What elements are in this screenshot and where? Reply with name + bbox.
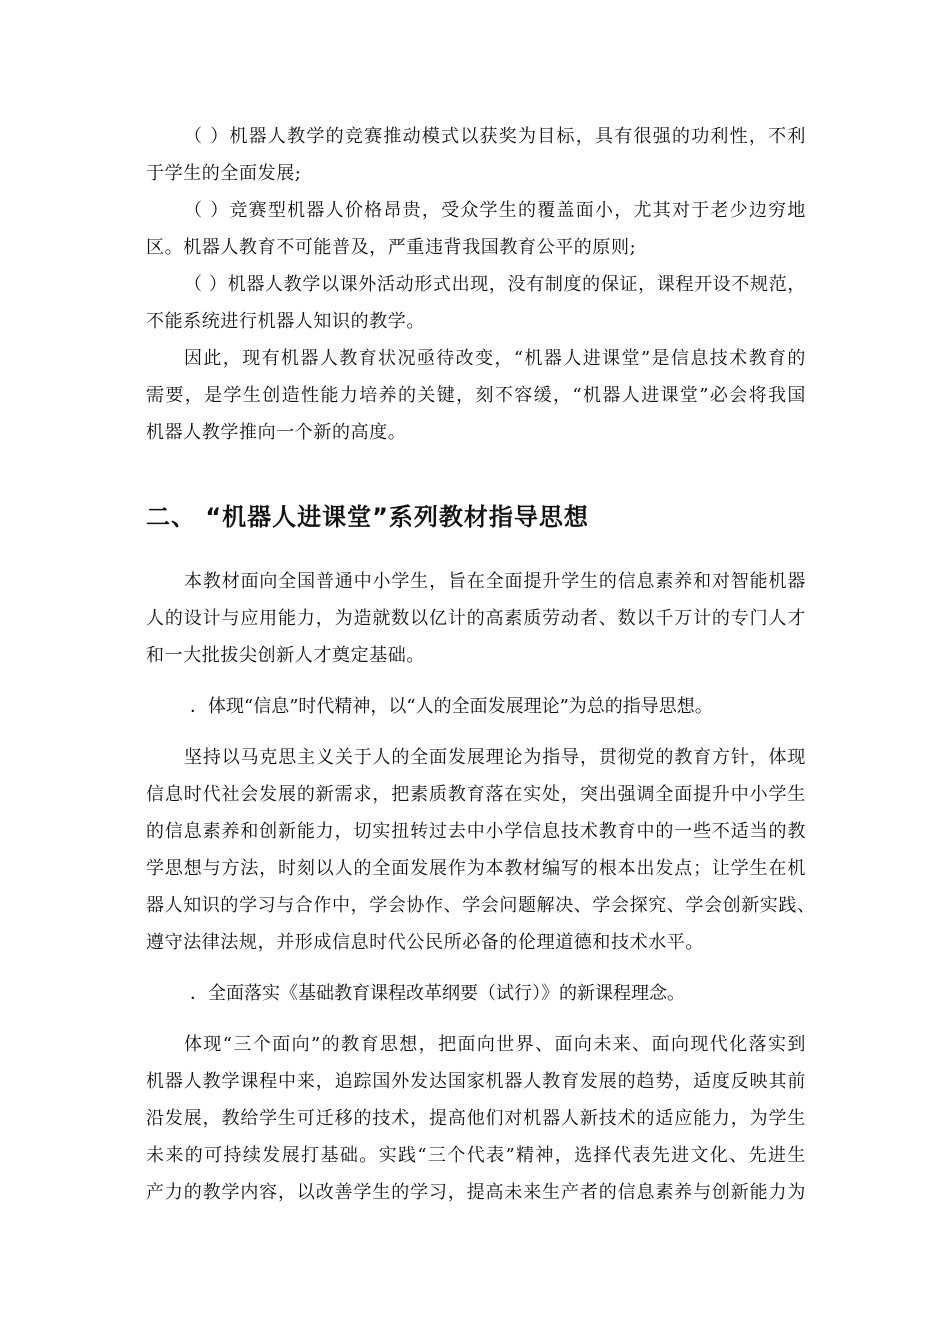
text-line: 体现“三个面向”的教育思想，把面向世界、面向未来、面向现代化落实到 bbox=[184, 1034, 806, 1055]
text-line: 信息时代社会发展的新需求，把素质教育落在实处，突出强调全面提升中小学生 bbox=[146, 784, 806, 805]
text-line: （ ）机器人教学的竞赛推动模式以获奖为目标，具有很强的功利性，不利 bbox=[184, 126, 806, 147]
text-line: 需要，是学生创造性能力培养的关键，刻不容缓，“机器人进课堂”必会将我国 bbox=[146, 385, 806, 406]
text-line: 本教材面向全国普通中小学生，旨在全面提升学生的信息素养和对智能机器 bbox=[184, 571, 806, 592]
text-line: 坚持以马克思主义关于人的全面发展理论为指导，贯彻党的教育方针，体现 bbox=[184, 747, 806, 768]
text-line: 区。机器人教育不可能普及，严重违背我国教育公平的原则; bbox=[146, 237, 637, 258]
text-line: 学思想与方法，时刻以人的全面发展作为本教材编写的根本出发点；让学生在机 bbox=[146, 858, 806, 879]
paragraph-2 bbox=[146, 1026, 806, 1211]
section-heading: 二、 “机器人进课堂”系列教材指导思想 bbox=[146, 503, 589, 531]
paragraph-1 bbox=[146, 739, 816, 961]
text-line: 未来的可持续发展打基础。实践“三个代表”精神，选择代表先进文化、先进生 bbox=[146, 1145, 806, 1166]
text-line: 的信息素养和创新能力，切实扭转过去中小学信息技术教育中的一些不适当的教 bbox=[146, 821, 806, 842]
text-line: 沿发展，教给学生可迁移的技术，提高他们对机器人新技术的适应能力，为学生 bbox=[146, 1108, 806, 1129]
guideline-item-1: ．体现“信息”时代精神，以“人的全面发展理论”为总的指导思想。 bbox=[190, 696, 713, 717]
text-line: 因此，现有机器人教育状况亟待改变，“机器人进课堂”是信息技术教育的 bbox=[184, 348, 806, 369]
text-line: （ ）竞赛型机器人价格昂贵，受众学生的覆盖面小，尤其对于老少边穷地 bbox=[184, 200, 806, 221]
section-1 bbox=[146, 118, 806, 451]
text-line: （ ）机器人教学以课外活动形式出现，没有制度的保证，课程开设不规范， bbox=[184, 274, 806, 295]
text-line: 器人知识的学习与合作中，学会协作、学会问题解决、学会探究、学会创新实践、 bbox=[146, 895, 816, 916]
text-line: 人的设计与应用能力，为造就数以亿计的高素质劳动者、数以千万计的专门人才 bbox=[146, 608, 806, 629]
text-line: 机器人教学推向一个新的高度。 bbox=[146, 422, 407, 443]
intro-paragraph bbox=[146, 563, 806, 674]
text-line: 产力的教学内容，以改善学生的学习，提高未来生产者的信息素养与创新能力为 bbox=[146, 1182, 806, 1203]
guideline-item-2: ．全面落实《基础教育课程改革纲要（试行）》的新课程理念。 bbox=[190, 983, 685, 1004]
section-2 bbox=[146, 563, 816, 1211]
text-line: 和一大批拔尖创新人才奠定基础。 bbox=[146, 645, 425, 666]
text-line: 机器人教学课程中来，追踪国外发达国家机器人教育发展的趋势，适度反映其前 bbox=[146, 1071, 806, 1092]
text-line: 不能系统进行机器人知识的教学。 bbox=[146, 311, 425, 332]
text-line: 遵守法律法规，并形成信息时代公民所必备的伦理道德和技术水平。 bbox=[146, 932, 704, 953]
text-line: 于学生的全面发展; bbox=[146, 163, 302, 184]
document-page bbox=[146, 118, 816, 1211]
